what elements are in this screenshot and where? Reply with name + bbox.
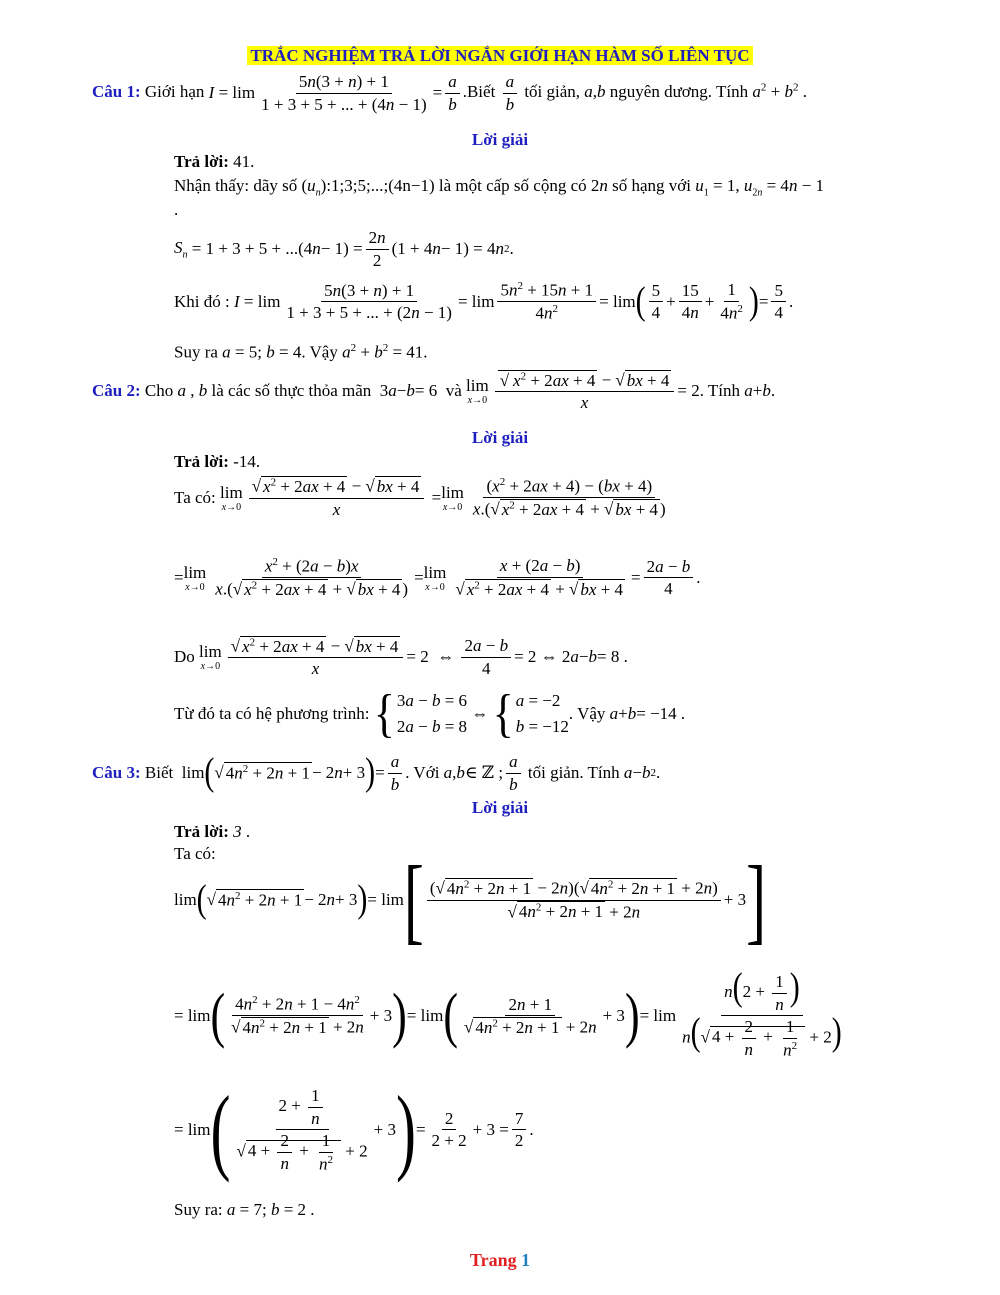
question-2: Câu 2: Cho a , b là các số thực thỏa mãn 3 a − b = 6 và lim x→0 $\frac{√ x^2 + 2ax + 4 - √ bx + 4}{x}$ = 2 . Tính a + b . — [92, 370, 776, 413]
solution-heading-1: Lời giải — [471, 130, 529, 149]
q2-system: Từ đó ta có hệ phương trình: { 3a − b = 6 2a − b = 8 ⇔ { a = −2 b = −12 . Vậy a + b = −14 . — [174, 683, 686, 743]
page-title: TRẮC NGHIỆM TRẢ LỜI NGẮN GIỚI HẠN HÀM SỐ LIÊN TỤC — [0, 46, 1000, 66]
q2-taco: Ta có: lim x→0 $\frac{√ x^2 + 2ax + 4 - √ bx + 4}{x}$ = lim x→0 $\frac{(x^2 + 2ax + 4) - (bx + 4)}{x.(√ x^2 + 2ax + 4 + √ bx + 4 )}$ — [174, 476, 666, 519]
answer-1: Trả lời: 41. — [174, 152, 255, 171]
q1-sum: $S_n$ = 1 + 3 + 5 + ...(4 n − 1) = $\frac{2n}{2}$ (1 + 4 n − 1) = 4 n 2 . — [174, 228, 514, 270]
page-footer: Trang 1 — [469, 1250, 531, 1270]
question-3: Câu 3: Biết lim ( √ $4n^2 + 2n + 1$ − 2 n + 3 ) = $\frac{a}{b}$ . Với a , b ∈ ℤ ; $\frac{a}{b}$ tối giản. Tính a − b 2 . — [92, 750, 661, 794]
q3-taco: Ta có: — [174, 844, 216, 863]
question-1: Câu 1: Giới hạn I = lim $\frac{5n(3 + n) + 1}{1 + 3 + 5 + ... + (4n - 1)}$ = $\frac{a}{b}$ .Biết $\frac{a}{b}$ tối giản, a,b nguyên dương. Tính $a^2 + b^2$ . — [92, 72, 807, 114]
q3-suyra: Suy ra: a = 7; b = 2 . — [174, 1200, 315, 1219]
answer-2: Trả lời: -14. — [174, 452, 261, 471]
q3-step2: = lim ( $\frac{4n^2 + 2n + 1 - 4n^2}{√ 4n^2 + 2n + 1 + 2n}$ + 3 ) = lim ( $\frac{2n + 1}{√ 4n^2 + 2n + 1 + 2n}$ + 3 ) = lim n(2 + $\frac{1}{n}$ ) n(√ 4 + $\frac{2}{n}$ + $\frac{1}{n^2}$ + 2) — [174, 965, 842, 1060]
answer-3: Trả lời: 3 . — [174, 822, 251, 841]
q3-step3: = lim ( 2 + $\frac{1}{n}$ √ 4 + $\frac{2}{n}$ + $\frac{1}{n^2}$ + 2 + 3 ) = $\frac{2}{2 + 2}$ + 3 = $\frac{7}{2}$ . — [174, 1077, 534, 1183]
solution-heading-2: Lời giải — [471, 428, 529, 447]
q1-suyra: Suy ra a = 5; b = 4. Vậy $a^2 + b^2 = 41$. — [174, 342, 428, 362]
solution-heading-3: Lời giải — [471, 798, 529, 817]
q2-step2: = lim x→0 $\frac{x^2 + (2a - b)x}{x.(√ x^2 + 2ax + 4 + √ bx + 4 )}$ = lim x→0 $\frac{x + (2a - b)}{√ x^2 + 2ax + 4 + √ bx + 4}$ = $\frac{2a - b}{4}$ . — [174, 556, 701, 599]
q1-observe: Nhận thấy: dãy số $(u_n):1;3;5;...;(4n-1)$ là một cấp số cộng có 2n số hạng với $u_1 = 1$, $u_{2n} = 4n - 1$ — [174, 176, 825, 199]
q1-khido: Khi đó : I = lim $\frac{5n(3 + n) + 1}{1 + 3 + 5 + ... + (2n - 1)}$ = lim $\frac{5n^2 + 15n + 1}{4n^2}$ = lim ( $\frac{5}{4}$ + $\frac{15}{4n}$ + $\frac{1}{4n^2}$ ) = $\frac{5}{4}$ . — [174, 279, 794, 323]
q3-step1: lim ( √ $4n^2 + 2n + 1$ − 2 n + 3 ) = lim [ $\frac{(√ 4n^2 + 2n + 1 - 2n)(√ 4n^2 + 2n + 1 + 2n)}{√ 4n^2 + 2n + 1 + 2n}$ + 3 ] — [174, 847, 767, 953]
q2-do: Do lim x→0 $\frac{√ x^2 + 2ax + 4 - √ bx + 4}{x}$ = 2 ⇔ $\frac{2a - b}{4}$ = 2 ⇔ 2 a − b = 8 . — [174, 636, 628, 679]
